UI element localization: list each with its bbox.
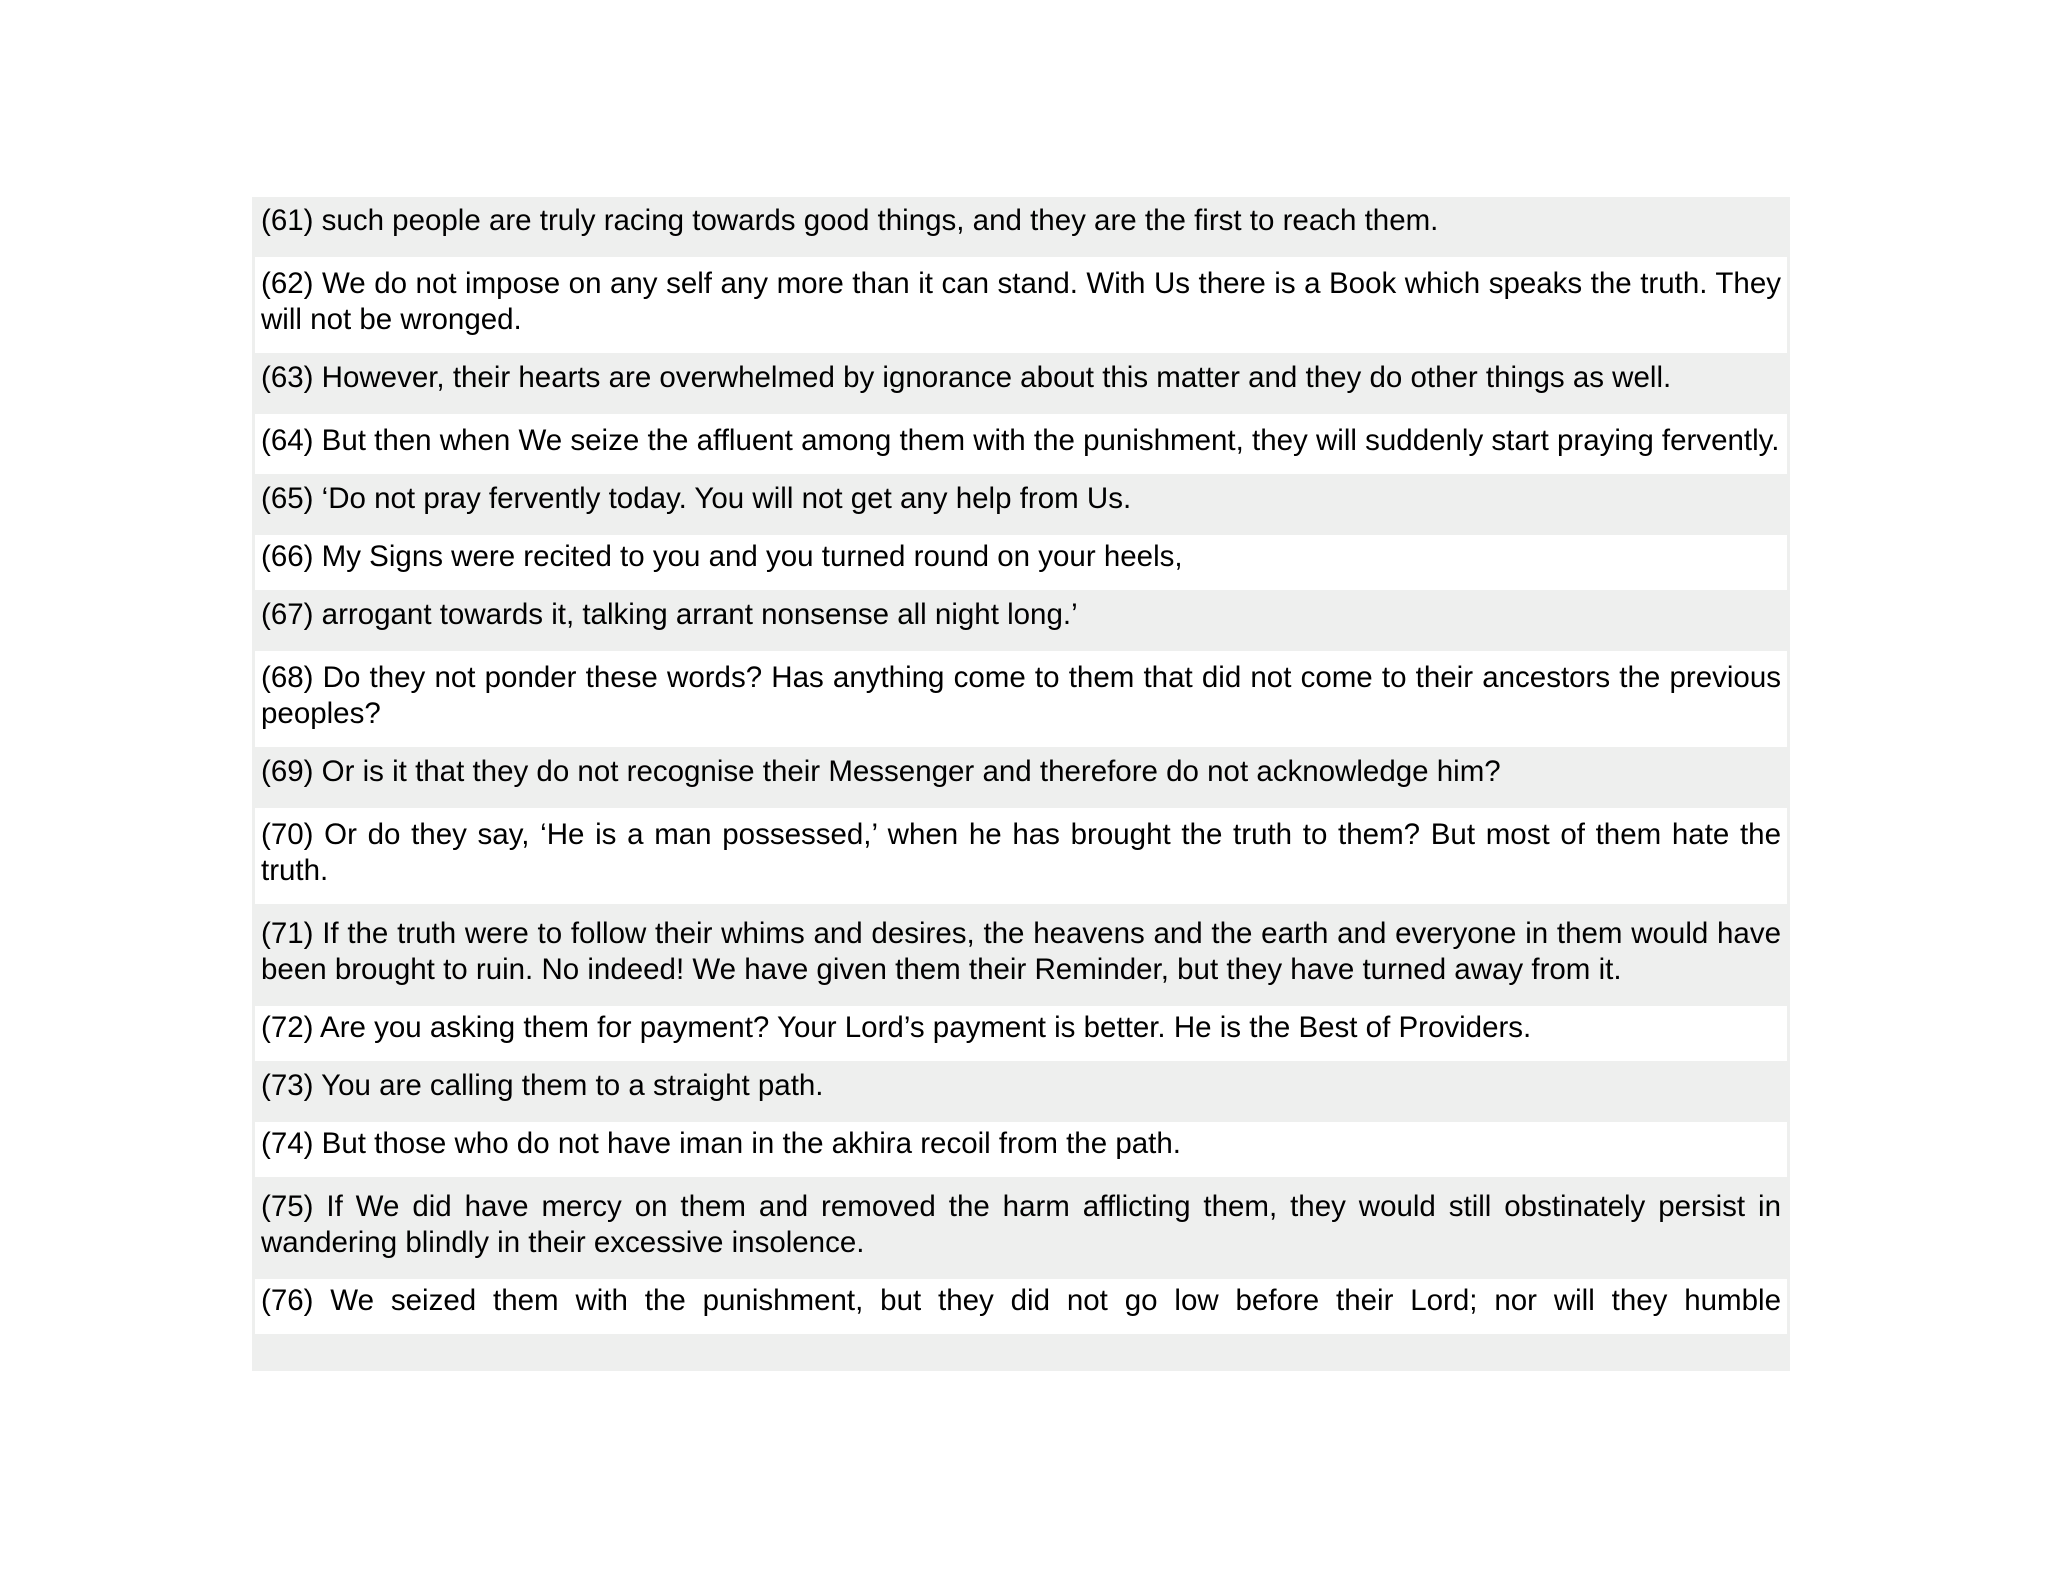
verse-row-72 (255, 1006, 1787, 1061)
verse-text: (73) You are calling them to a straight path. (261, 1069, 824, 1102)
verse-text: (72) Are you asking them for payment? Your Lord’s payment is better. He is the Best of Providers. (261, 1011, 1532, 1044)
verse-row-76 (255, 1279, 1787, 1334)
verse-text: (70) Or do they say, ‘He is a man possessed,’ when he has brought the truth to them? But most of them hate the truth. (261, 818, 1781, 887)
verse-row-68 (255, 651, 1787, 747)
verse-text: (62) We do not impose on any self any more than it can stand. With Us there is a Book which speaks the truth. They will not be wronged. (261, 267, 1781, 336)
verse-text: (74) But those who do not have iman in the akhira recoil from the path. (261, 1127, 1181, 1160)
verse-row-69 (255, 750, 1787, 805)
verse-row-63 (255, 356, 1787, 411)
verse-row-75 (255, 1180, 1787, 1276)
verse-row-74 (255, 1122, 1787, 1177)
verse-row-61 (255, 200, 1787, 254)
verse-text: (65) ‘Do not pray fervently today. You will not get any help from Us. (261, 482, 1132, 515)
verse-row-64 (255, 414, 1787, 474)
verse-row-65 (255, 477, 1787, 532)
verse-text: (63) However, their hearts are overwhelmed by ignorance about this matter and they do other things as well. (261, 361, 1672, 394)
verse-text: (69) Or is it that they do not recognise their Messenger and therefore do not acknowledge him? (261, 755, 1501, 788)
verse-row-67 (255, 593, 1787, 648)
verse-text: (67) arrogant towards it, talking arrant nonsense all night long.’ (261, 598, 1078, 631)
verse-text: (71) If the truth were to follow their whims and desires, the heavens and the earth and everyone in them would have been brought to ruin. No indeed! We have given them their Reminder, but they have turned away from it. (261, 917, 1781, 986)
verse-text: (75) If We did have mercy on them and removed the harm afflicting them, they would still obstinately persist in wandering blindly in their excessive insolence. (261, 1190, 1781, 1259)
verse-row-71 (255, 907, 1787, 1003)
verse-row-62 (255, 257, 1787, 353)
verse-row-70 (255, 808, 1787, 904)
verse-text: (68) Do they not ponder these words? Has anything come to them that did not come to their ancestors the previous peoples? (261, 661, 1781, 730)
verse-text: (66) My Signs were recited to you and you turned round on your heels, (261, 540, 1183, 573)
verse-text: (61) such people are truly racing towards good things, and they are the first to reach them. (261, 204, 1439, 237)
verse-table (252, 197, 1790, 1371)
verse-text: (64) But then when We seize the affluent among them with the punishment, they will suddenly start praying fervently. (261, 424, 1780, 457)
verse-row-66 (255, 535, 1787, 590)
verse-text: (76) We seized them with the punishment, but they did not go low before their Lord; nor will they humble (261, 1284, 1781, 1317)
verse-row-73 (255, 1064, 1787, 1119)
